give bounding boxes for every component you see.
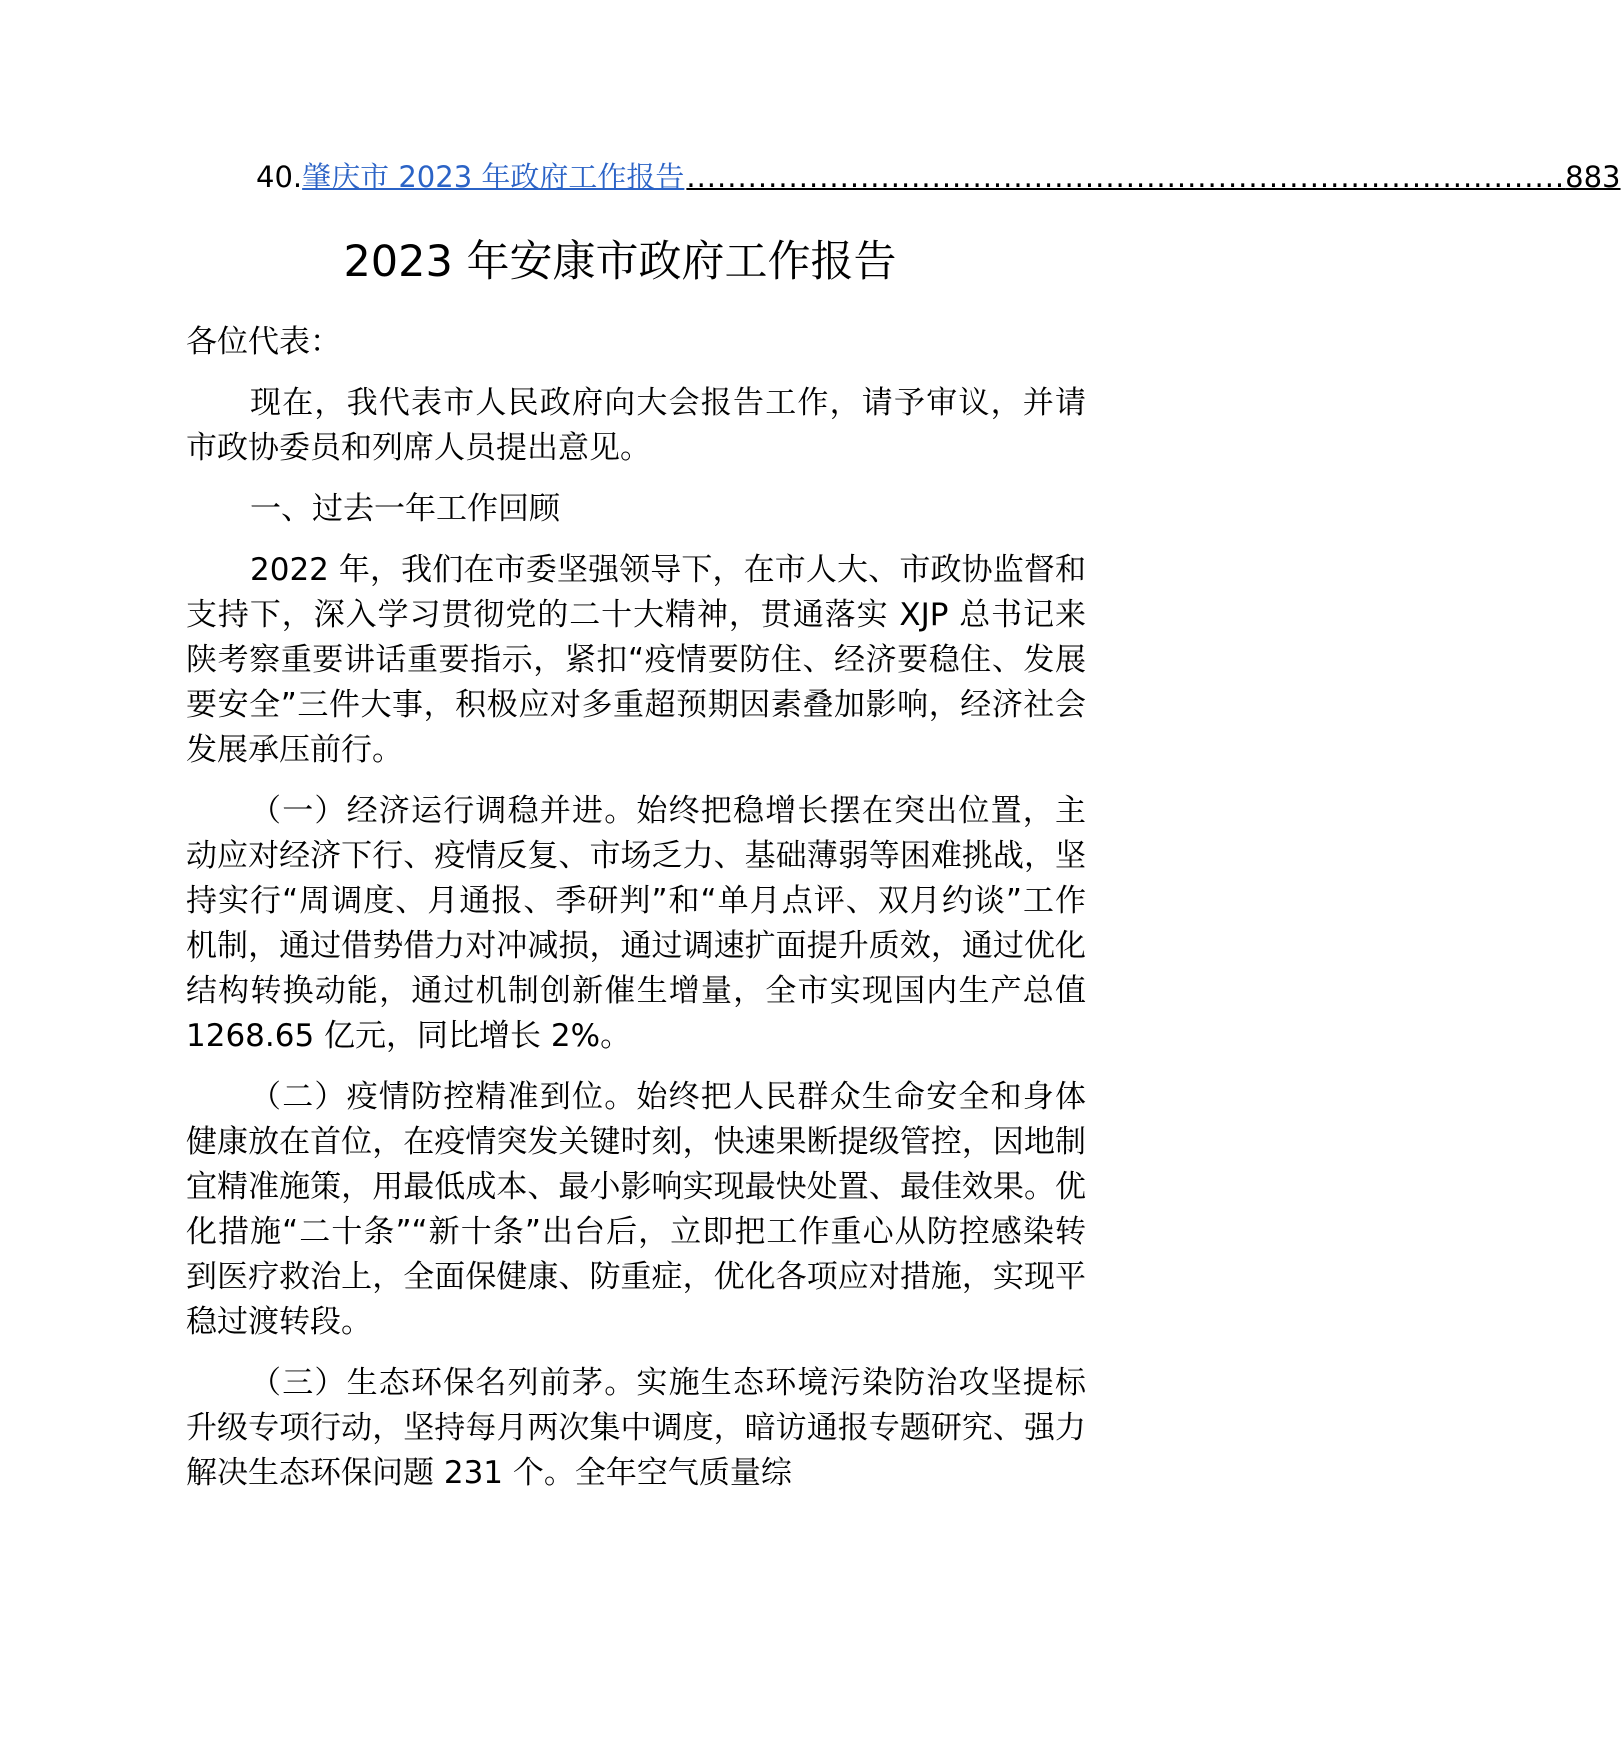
toc-leader-dots: ......................................................................................: [686, 160, 1566, 194]
paragraph-ecology: （三）生态环保名列前茅。实施生态环境污染防治攻坚提标升级专项行动，坚持每月两次集中调度，暗访通报专题研究、强力解决生态环保问题 231 个。全年空气质量综: [186, 1365, 1086, 1491]
toc-page-number[interactable]: 883: [1565, 160, 1621, 194]
toc-entry-number: 40.: [256, 160, 303, 194]
toc-entry[interactable]: [256, 155, 1621, 199]
paragraph-epidemic: （二）疫情防控精准到位。始终把人民群众生命安全和身体健康放在首位，在疫情突发关键时刻，快速果断提级管控，因地制宜精准施策，用最低成本、最小影响实现最快处置、最佳效果。优化措施“二十条”“新十条”出台后，立即把工作重心从防控感染转到医疗救治上，全面保健康、防重症，优化各项应对措施，实现平稳过渡转段。: [186, 1079, 1086, 1340]
salutation: 各位代表：: [186, 324, 341, 360]
paragraph-overview: 2022 年，我们在市委坚强领导下，在市人大、市政协监督和支持下，深入学习贯彻党的二十大精神，贯通落实 XJP 总书记来陕考察重要讲话重要指示，紧扣“疫情要防住、经济要稳住、发展要安全”三件大事，积极应对多重超预期因素叠加影响，经济社会发展承压前行。: [186, 552, 1086, 768]
document-title: 2023 年安康市政府工作报告: [343, 237, 897, 287]
section-heading: 一、过去一年工作回顾: [250, 491, 560, 527]
document-body: [186, 320, 1086, 1512]
toc-entry-link[interactable]: 肇庆市 2023 年政府工作报告: [302, 160, 685, 194]
paragraph-intro: 现在，我代表市人民政府向大会报告工作，请予审议，并请市政协委员和列席人员提出意见。: [186, 385, 1086, 466]
paragraph-economy: （一）经济运行调稳并进。始终把稳增长摆在突出位置，主动应对经济下行、疫情反复、市场乏力、基础薄弱等困难挑战，坚持实行“周调度、月通报、季研判”和“单月点评、双月约谈”工作机制，通过借势借力对冲减损，通过调速扩面提升质效，通过优化结构转换动能，通过机制创新催生增量，全市实现国内生产总值 1268.65 亿元，同比增长 2%。: [186, 793, 1086, 1054]
